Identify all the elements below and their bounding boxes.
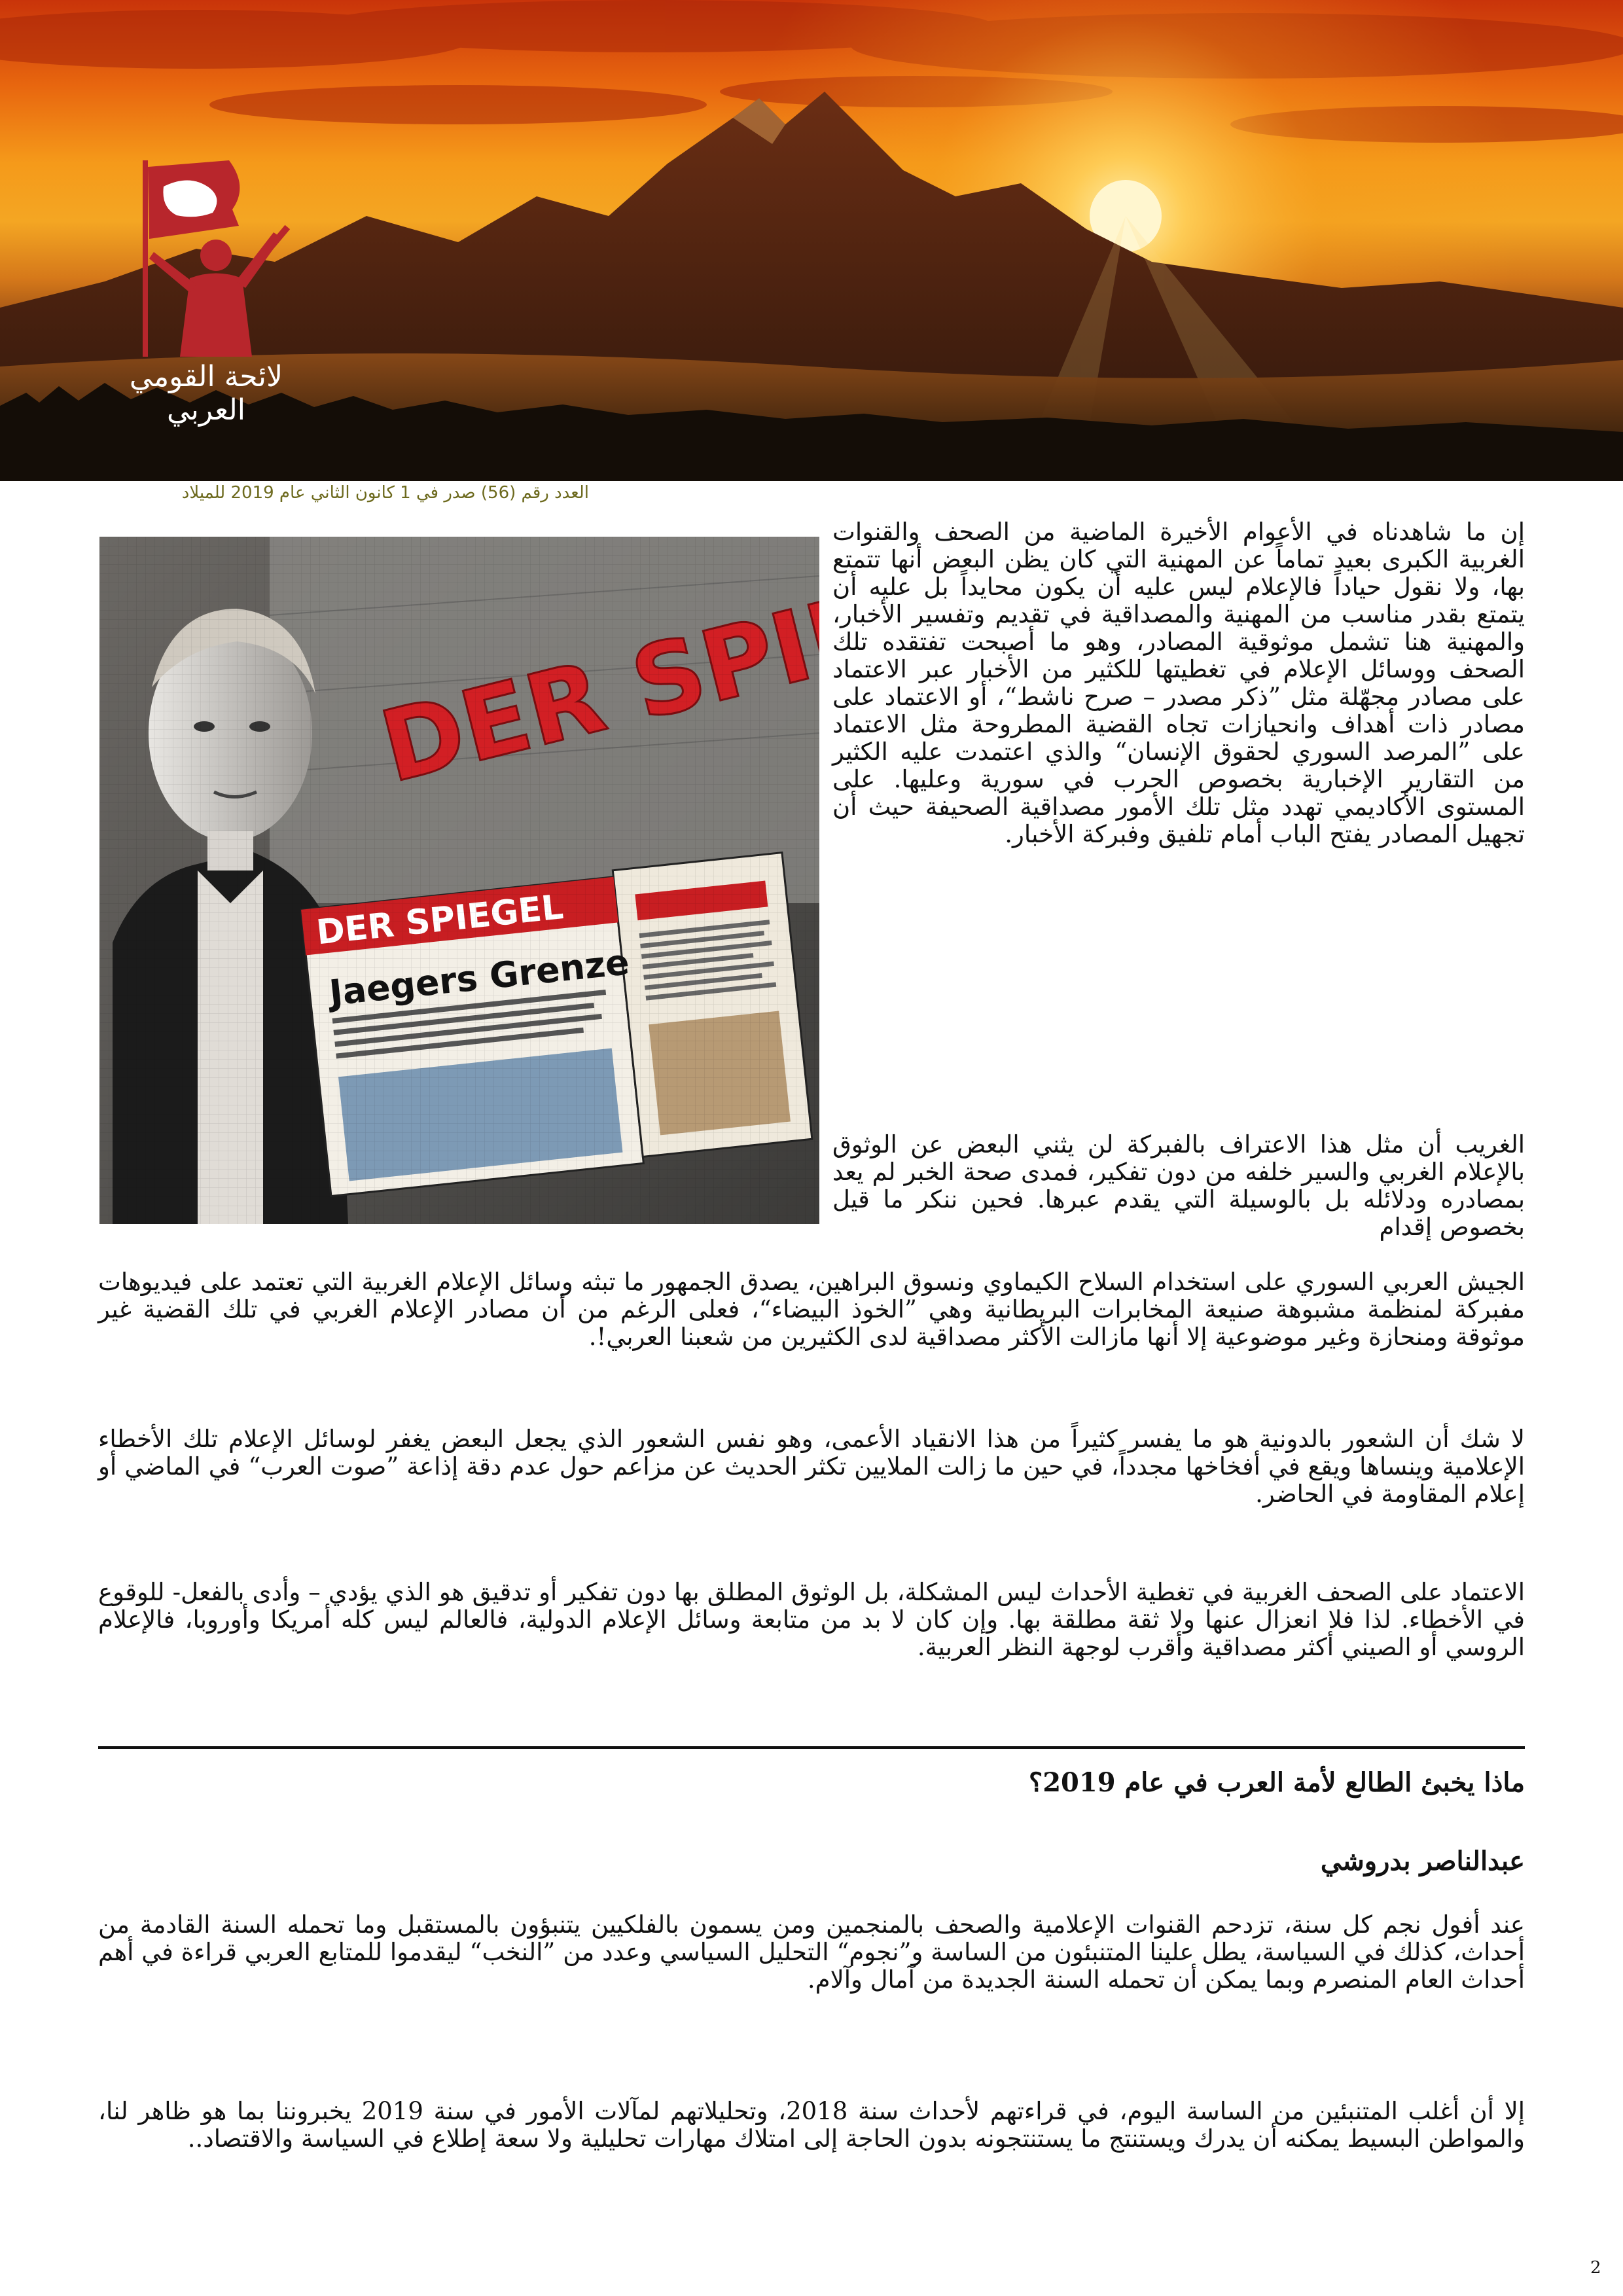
paragraph-4: الاعتماد على الصحف الغربية في تغطية الأحداث ليس المشكلة، بل الوثوق المطلق بها دون تفكير أو تدقيق هو الذي يؤدي – وأدى بالفعل- للوقوع في الأخطاء. لذا فلا انعزال عنها ولا ثقة مطلقة بها. وإن كان لا بد من متابعة وسائل الإعلام الدولية، فالعالم ليس كله أمريكا وأوروبا، فالإعلام الروسي أو الصيني أكثر مصداقية وأقرب لوجهة النظر العربية. — [98, 1578, 1525, 1661]
fighter-with-flag-icon — [98, 147, 314, 363]
article-photo — [99, 537, 819, 1224]
section-divider — [98, 1746, 1525, 1749]
paragraph-2-continued: الجيش العربي السوري على استخدام السلاح الكيماوي ونسوق البراهين، يصدق الجمهور ما تبثه وسائل الإعلام الغربية التي تعتمد على فيديوهات مفبركة لمنظمة مشبوهة صنيعة المخابرات البريطانية وهي ”الخوذ البيضاء“، فعلى الرغم من أن مصادر الإعلام الغربي في تلك القضية غير موثوقة ومنحازة وغير موضوعية إلا أنها مازالت الأكثر مصداقية لدى الكثيرين من شعبنا العربي!. — [98, 1268, 1525, 1351]
logo-caption: لائحة القومي العربي — [129, 360, 283, 427]
header-banner — [0, 0, 1623, 481]
article-title: ماذا يخبئ الطالع لأمة العرب في عام 2019؟ — [1028, 1767, 1525, 1798]
der-spiegel-collage — [99, 537, 819, 1224]
page-number: 2 — [1590, 2258, 1601, 2278]
paragraph-5: عند أفول نجم كل سنة، تزدحم القنوات الإعلامية والصحف بالمنجمين ومن يسمون بالفلكيين يتنبؤون بالمستقبل وما تحمله السنة القادمة من أحداث، كذلك في السياسة، يطل علينا المتنبئون من الساسة و”نجوم“ التحليل السياسي وعدد من ”النخب“ ليقدموا للمتابع العربي قراءة في أهم أحداث العام المنصرم وبما يمكن أن تحمله السنة الجديدة من آمال وآلام. — [98, 1910, 1525, 1994]
paragraph-6: إلا أن أغلب المتنبئين من الساسة اليوم، في قراءتهم لأحداث سنة 2018، وتحليلاتهم لمآلات الأمور في سنة 2019 يخبروننا بما هو ظاهر لنا، والمواطن البسيط يمكنه أن يدرك ويستنتج ما يستنتجونه بدون الحاجة إلى امتلاك مهارات تحليلية ولا سعة إطلاع في السياسة والاقتصاد.. — [98, 2097, 1525, 2153]
paragraph-1: إن ما شاهدناه في الأعوام الأخيرة الماضية من الصحف والقنوات الغربية الكبرى بعيد تماماً عن المهنية التي كان يظن البعض أنها تتمتع بها، ولا نقول حياداً فالإعلام ليس عليه أن يكون محايداً بل عليه أن يتمتع بقدر مناسب من المهنية والمصداقية في تقديم وتفسير الأخبار، والمهنية هنا تشمل موثوقية المصادر، وهو ما أصبحت تفتقده تلك الصحف ووسائل الإعلام في تغطيتها للكثير من الأخبار عبر الاعتماد على مصادر مجهّلة مثل ”ذكر مصدر – صرح ناشط“، أو الاعتماد على مصادر ذات أهداف وانحيازات تجاه القضية المطروحة مثل الاعتماد على ”المرصد السوري لحقوق الإنسان“ والذي اعتمدت عليه الكثير من التقارير الإخبارية بخصوص الحرب في سورية وعليها. على المستوى الأكاديمي تهدد مثل تلك الأمور مصداقية الصحيفة حيث أن تجهيل المصادر يفتح الباب أمام تلفيق وفبركة الأخبار. — [832, 518, 1525, 848]
paragraph-3: لا شك أن الشعور بالدونية هو ما يفسر كثيراً من هذا الانقياد الأعمى، وهو نفس الشعور الذي يجعل البعض يغفر لوسائل الإعلام تلك الأخطاء الإعلامية وينساها ويقع في أفخاخها مجدداً، في حين ما زالت الملايين تكثر الحديث عن مزاعم حول عدم دقة إذاعة ”صوت العرب“ في الماضي أو إعلام المقاومة في الحاضر. — [98, 1425, 1525, 1508]
article-author: عبدالناصر بدروشي — [1320, 1846, 1525, 1876]
issue-info: العدد رقم (56) صدر في 1 كانون الثاني عام 2019 للميلاد — [181, 483, 589, 503]
paragraph-2: الغريب أن مثل هذا الاعتراف بالفبركة لن يثني البعض عن الوثوق بالإعلام الغربي والسير خلفه من دون تفكير، فمدى صحة الخبر لم يعد بمصادره ودلائله بل بالوسيلة التي يقدم عبرها. فحين ننكر ما قيل بخصوص إقدام — [832, 1130, 1525, 1241]
